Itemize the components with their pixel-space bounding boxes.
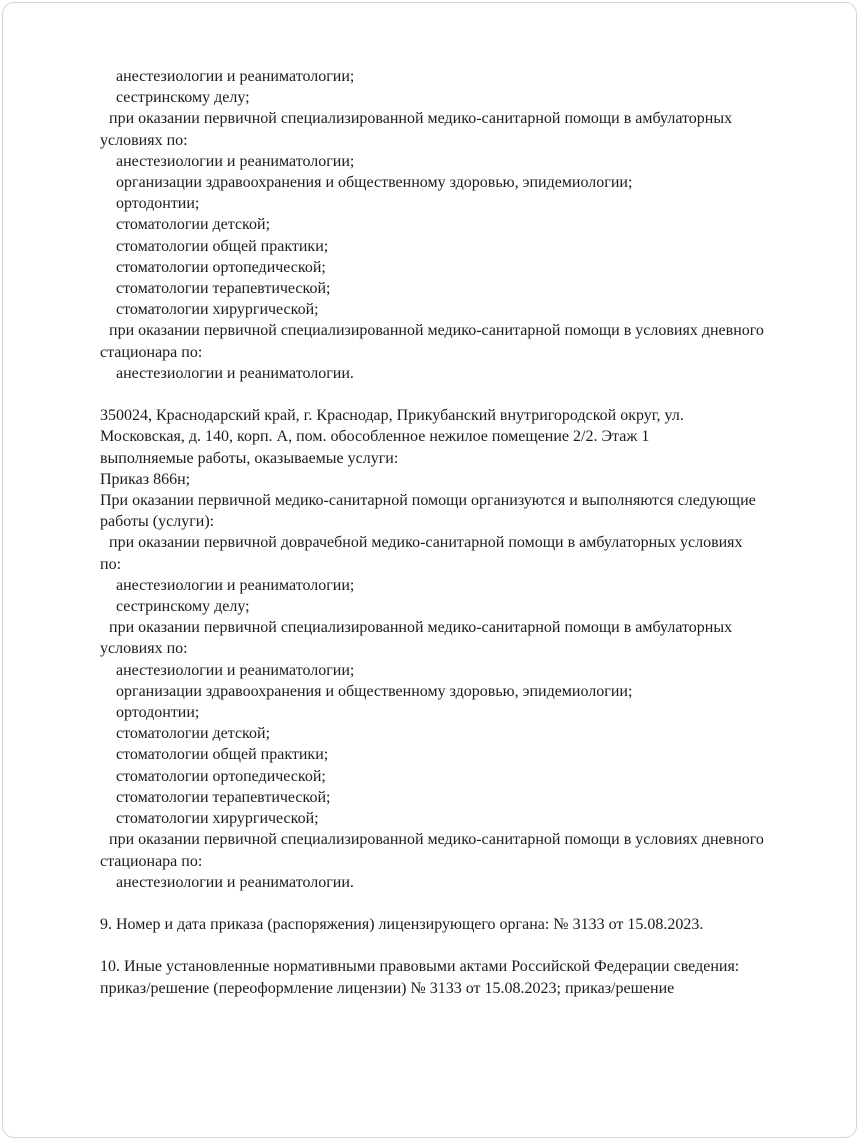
- document-line: при оказании первичной доврачебной медико-санитарной помощи в амбулаторных условиях: [109, 534, 743, 552]
- document-line: 9. Номер и дата приказа (распоряжения) лицензирующего органа: № 3133 от 15.08.2023.: [100, 916, 704, 934]
- document-line: приказ/решение (переоформление лицензии) № 3133 от 15.08.2023; приказ/решение: [100, 979, 675, 997]
- document-line: стоматологии общей практики;: [116, 237, 329, 255]
- document-line: при оказании первичной специализированной медико-санитарной помощи в условиях дневного: [109, 322, 764, 340]
- document-line: стоматологии ортопедической;: [116, 767, 326, 785]
- document-line: организации здравоохранения и общественному здоровью, эпидемиологии;: [116, 174, 633, 192]
- document-line: При оказании первичной медико-санитарной помощи организуются и выполняются следующие: [100, 492, 756, 510]
- document-line: Приказ 866н;: [100, 470, 191, 488]
- document-line: условиях по:: [100, 131, 188, 149]
- document-line: анестезиологии и реаниматологии;: [116, 68, 355, 85]
- document-line: организации здравоохранения и общественному здоровью, эпидемиологии;: [116, 682, 633, 700]
- document-line: условиях по:: [100, 640, 188, 658]
- document-line: сестринскому делу;: [116, 89, 250, 107]
- document-line: Московская, д. 140, корп. А, пом. обособленное нежилое помещение 2/2. Этаж 1: [100, 428, 650, 446]
- document-line: стоматологии хирургической;: [116, 301, 319, 319]
- document-line: анестезиологии и реаниматологии.: [116, 873, 354, 891]
- document-line: стационара по:: [100, 852, 203, 870]
- document-line: 10. Иные установленные нормативными правовыми актами Российской Федерации сведения:: [100, 958, 740, 976]
- document-line: ортодонтии;: [116, 195, 200, 213]
- document-line: ортодонтии;: [116, 704, 200, 722]
- document-line: стоматологии общей практики;: [116, 746, 329, 764]
- document-line: работы (услуги):: [100, 513, 215, 531]
- document-line: анестезиологии и реаниматологии.: [116, 364, 354, 382]
- document-line: выполняемые работы, оказываемые услуги:: [100, 449, 399, 467]
- document-line: стоматологии детской;: [116, 725, 271, 743]
- document-line: стоматологии терапевтической;: [116, 788, 331, 806]
- document-body: [100, 66, 799, 999]
- document-line: стоматологии детской;: [116, 216, 271, 234]
- document-line: при оказании первичной специализированной медико-санитарной помощи в условиях дневного: [109, 831, 764, 849]
- document-line: анестезиологии и реаниматологии;: [116, 152, 355, 170]
- document-line: стоматологии хирургической;: [116, 810, 319, 828]
- document-line: сестринскому делу;: [116, 598, 250, 616]
- document-line: стоматологии ортопедической;: [116, 258, 326, 276]
- document-line: стоматологии терапевтической;: [116, 280, 331, 298]
- document-line: стационара по:: [100, 343, 203, 361]
- document-line: при оказании первичной специализированной медико-санитарной помощи в амбулаторных: [109, 619, 733, 637]
- document-line: по:: [100, 555, 122, 573]
- document-line: при оказании первичной специализированной медико-санитарной помощи в амбулаторных: [109, 110, 733, 128]
- document-line: анестезиологии и реаниматологии;: [116, 661, 355, 679]
- document-line: 350024, Краснодарский край, г. Краснодар, Прикубанский внутригородской округ, ул.: [100, 407, 684, 425]
- document-line: анестезиологии и реаниматологии;: [116, 576, 355, 594]
